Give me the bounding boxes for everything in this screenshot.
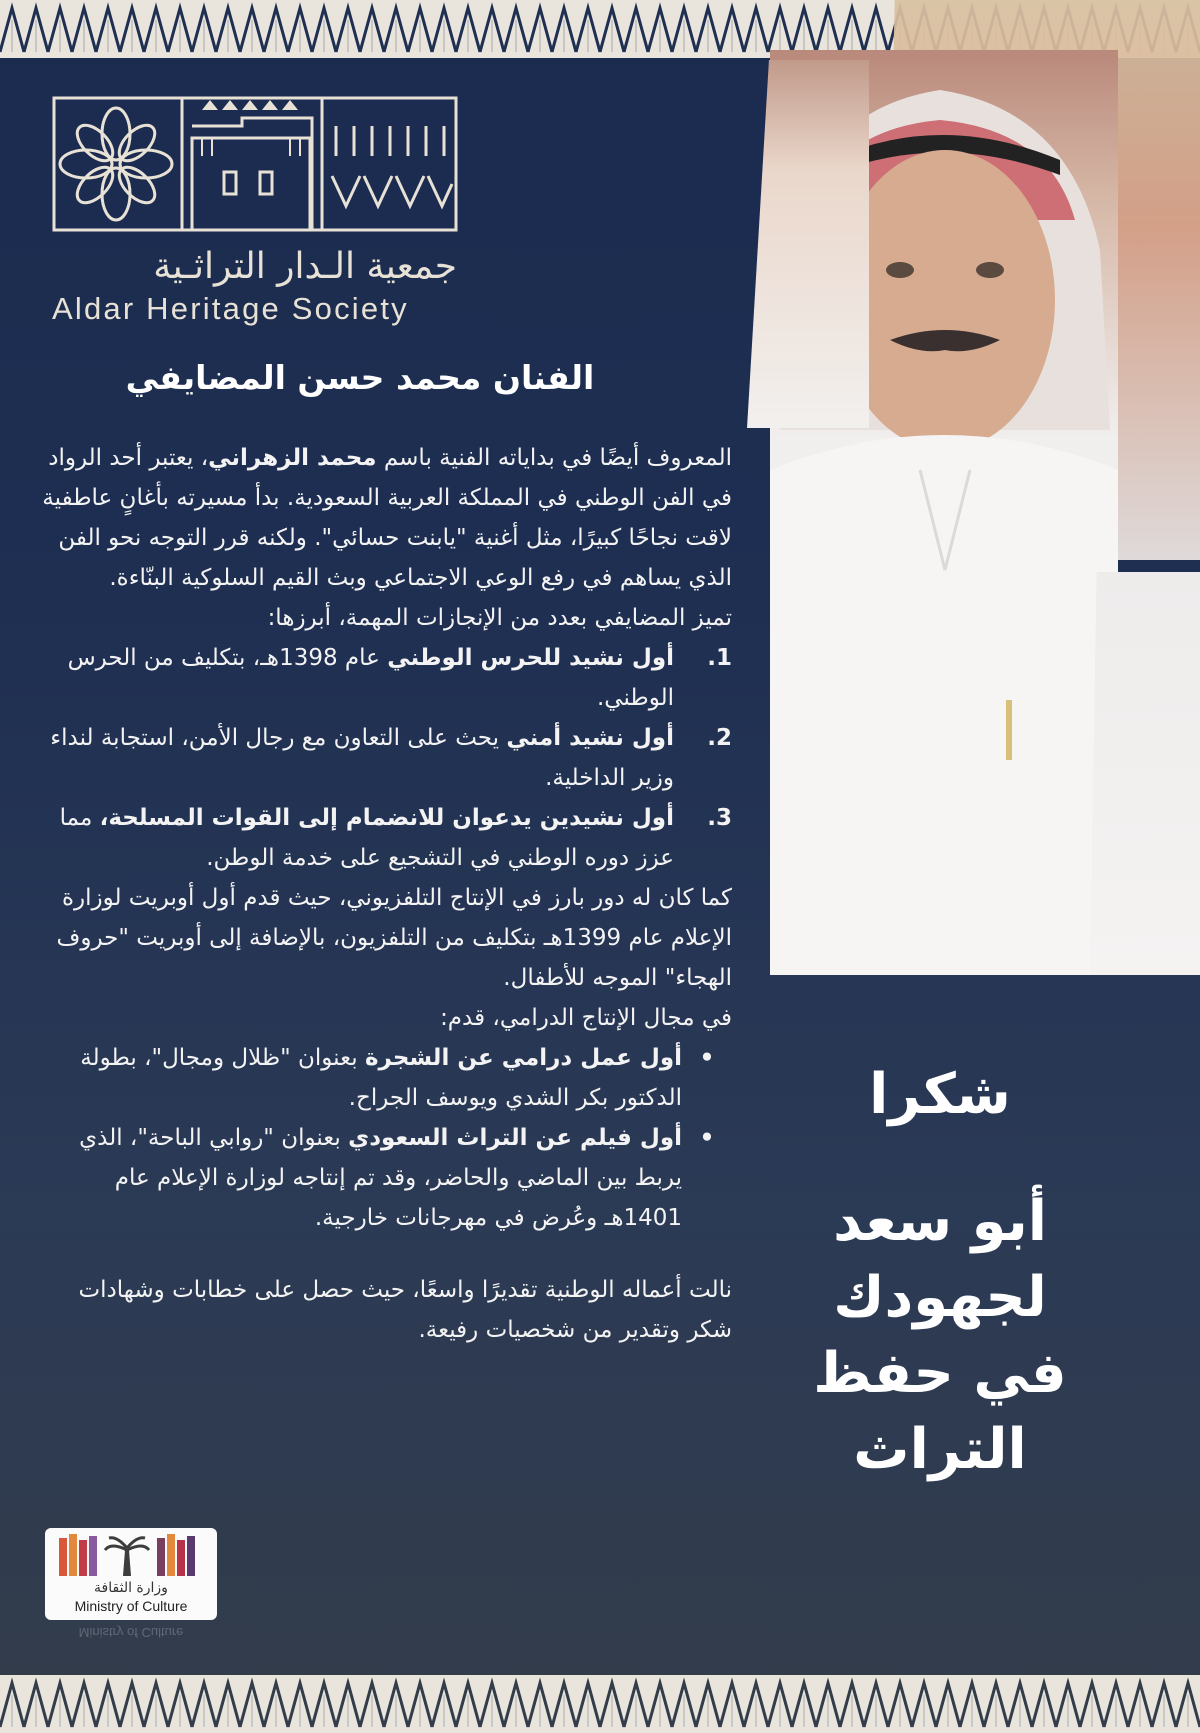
thanks-heading: شكرا: [869, 1062, 1011, 1127]
achievement-number: 3.: [707, 805, 732, 831]
bullet-marker: •: [699, 1045, 715, 1071]
achievement-bold: أول نشيد أمني: [506, 725, 674, 751]
achievement-bold: أول نشيد للحرس الوطني: [387, 645, 674, 671]
achievement-text: [40, 798, 674, 878]
portrait-photo-strip-right: [1090, 572, 1200, 975]
ministry-name-english: Ministry of Culture: [74, 1598, 188, 1614]
intro-name-bold: محمد الزهراني: [208, 445, 377, 471]
achievement-bold: أول نشيدين يدعوان للانضمام إلى القوات المسلحة،: [99, 805, 674, 831]
thanks-line: في حفظ: [813, 1341, 1067, 1406]
intro-paragraph: [40, 438, 732, 598]
drama-item: [40, 1038, 732, 1118]
ministry-logo-reflection: Ministry of Culture: [78, 1625, 184, 1640]
intro-text-prefix: المعروف أيضًا في بداياته الفنية باسم: [376, 445, 732, 471]
achievement-item: [40, 718, 732, 798]
intro-text-suffix: ، يعتبر أحد الرواد في الفن الوطني في المملكة العربية السعودية. بدأ مسيرته بأغانٍ عاطفية لاقت نجاحًا كبيرًا، مثل أغنية "يابنت حسائي". ولكنه قرر التوجه نحو الفن الذي يساهم في رفع الوعي الاجتماعي وبث القيم السلوكية البنّاءة.: [42, 445, 732, 591]
society-name-arabic: جمعية الـدار التراثـية: [153, 246, 457, 287]
drama-item: [40, 1118, 732, 1238]
achievement-number: 2.: [707, 725, 732, 751]
bottom-pattern-band: [0, 1675, 1200, 1733]
portrait-photo-strip-left: [747, 60, 869, 428]
zigzag-pattern: [0, 1675, 1200, 1733]
drama-bold: أول عمل درامي عن الشجرة: [364, 1045, 682, 1071]
biography-text: [40, 438, 732, 1350]
ministry-of-culture-logo: [45, 1528, 217, 1620]
achievement-number: 1.: [707, 645, 732, 671]
thanks-message: [800, 1060, 1080, 1488]
closing-paragraph: نالت أعماله الوطنية تقديرًا واسعًا، حيث حصل على خطابات وشهادات شكر وتقدير من شخصيات رفيعة.: [78, 1277, 732, 1343]
thanks-line: التراث: [853, 1417, 1027, 1482]
drama-detail: بعنوان "ظلال ومجال"، بطولة الدكتور بكر الشدي ويوسف الجراح.: [80, 1045, 682, 1111]
thanks-line: لجهودك: [833, 1265, 1047, 1330]
drama-text: [40, 1118, 682, 1238]
page-title: الفنان محمد حسن المضايفي: [125, 358, 595, 397]
society-emblem-icon: [52, 96, 458, 232]
spacer: [40, 1238, 732, 1270]
ministry-emblem-icon: [45, 1528, 217, 1580]
society-name-english: Aldar Heritage Society: [52, 291, 409, 326]
achievement-detail: عام 1398هـ، بتكليف من الحرس الوطني.: [67, 645, 674, 711]
achievement-item: [40, 798, 732, 878]
achievement-item: [40, 638, 732, 718]
achievement-detail: يحث على التعاون مع رجال الأمن، استجابة لنداء وزير الداخلية.: [50, 725, 674, 791]
drama-detail: بعنوان "روابي الباحة"، الذي يربط بين الماضي والحاضر، وقد تم إنتاجه لوزارة الإعلام عام 1401هـ وعُرض في مهرجانات خارجية.: [79, 1125, 682, 1231]
drama-text: [40, 1038, 682, 1118]
society-logo: [52, 96, 462, 327]
achievement-text: [40, 638, 674, 718]
achievements-intro: تميز المضايفي بعدد من الإنجازات المهمة، أبرزها:: [267, 605, 732, 631]
drama-bold: أول فيلم عن التراث السعودي: [348, 1125, 682, 1151]
thanks-line: أبو سعد: [833, 1189, 1047, 1254]
drama-intro: في مجال الإنتاج الدرامي، قدم:: [440, 1005, 732, 1031]
ministry-name-arabic: وزارة الثقافة: [94, 1580, 168, 1596]
tv-paragraph: كما كان له دور بارز في الإنتاج التلفزيوني، حيث قدم أول أوبريت لوزارة الإعلام عام 1399هـ بتكليف من التلفزيون، بالإضافة إلى أوبريت "حروف الهجاء" الموجه للأطفال.: [56, 885, 732, 991]
achievement-detail: مما عزز دوره الوطني في التشجيع على خدمة الوطن.: [59, 805, 674, 871]
achievement-text: [40, 718, 674, 798]
thanks-body: [800, 1184, 1080, 1488]
bullet-marker: •: [699, 1125, 715, 1151]
